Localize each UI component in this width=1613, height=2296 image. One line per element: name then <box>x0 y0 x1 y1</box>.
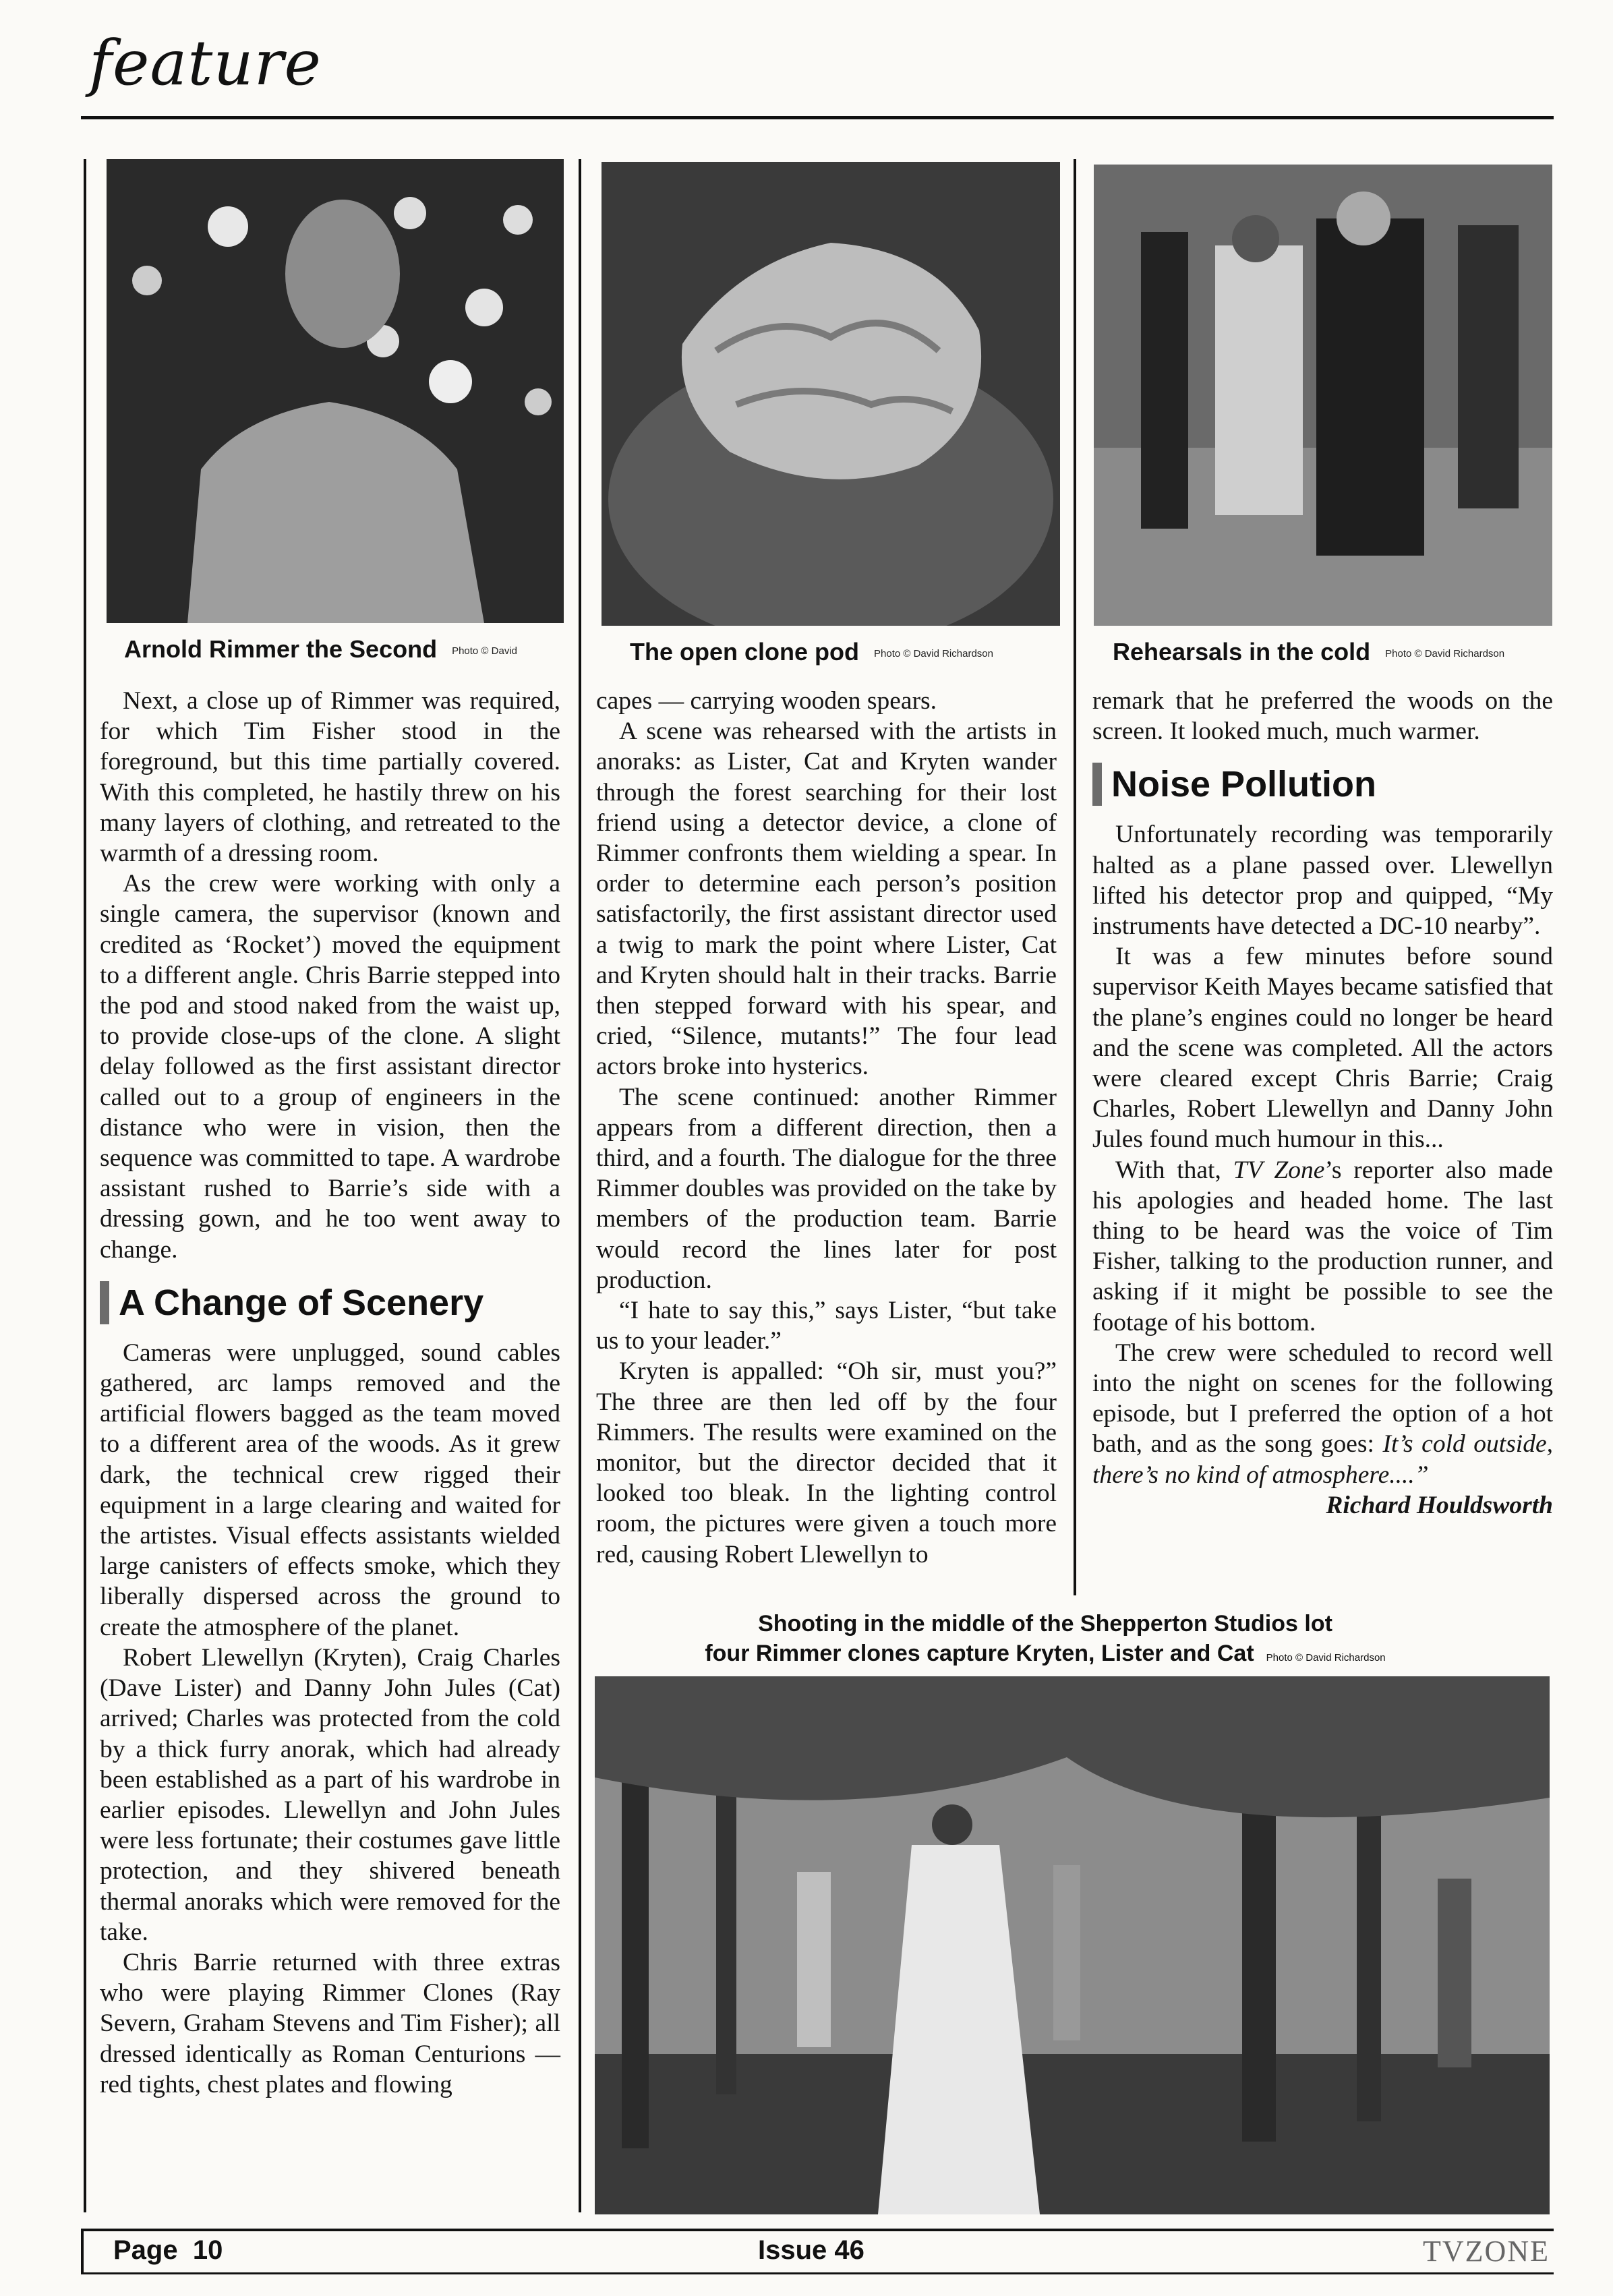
paragraph: A scene was rehearsed with the artists in anoraks: as Lister, Cat and Kryten wander through the forest searching for their lost friend using a detector device, a clone of Rimmer confronts them wielding a spear. In order to determine each person’s position satisfactorily, the first assistant director used a twig to mark the point where Lister, Cat and Kryten should halt in their tracks. Barrie then stepped forward with his spear, and cried, “Silence, mutants!” The four lead actors broke into hysterics. <box>596 717 1057 1081</box>
photo-caption-1: Arnold Rimmer the Second Photo © David <box>124 635 517 663</box>
bottom-photo-credit: Photo © David Richardson <box>1266 1652 1386 1664</box>
paragraph: The scene continued: another Rimmer appears from a different direction, then a third, and a fourth. The dialogue for the three Rimmer doubles was provided on the take by members of the production team. Barrie would record the lines later for post production. <box>596 1083 1057 1294</box>
paragraph: It was a few minutes before sound supervisor Keith Mayes became satisfied that the plane’s engines could no longer be heard and the scene was completed. All the actors were cleared except Chris Barrie; Craig Charles, Robert Llewellyn and Danny John Jules found much humour in this... <box>1092 943 1553 1154</box>
paragraph: Next, a close up of Rimmer was required, for which Tim Fisher stood in the foreground, but this time partially covered. With this completed, he hastily threw on his many layers of clothing, and retreated to the warmth of a dressing room. <box>100 687 560 868</box>
magazine-name: TV Zone <box>1233 1156 1325 1184</box>
paragraph: Cameras were unplugged, sound cables gathered, arc lamps removed and the artificial flowers bagged as the team moved to a different area of the woods. As it grew dark, the technical crew rigged their equipment in a large clearing and waited for the artistes. Visual effects assistants wielded large canisters of effects smoke, which they liberally dispersed across the ground to create the atmosphere of the planet. <box>100 1338 560 1641</box>
paragraph: The crew were scheduled to record well into the night on scenes for the following episode, but I preferred the option of a hot bath, and as the song goes: It’s cold outside, there’s no kind of atmosphere....” <box>1092 1338 1553 1489</box>
photo-caption-3: Rehearsals in the cold Photo © David Richardson <box>1113 638 1505 666</box>
page-number: Page 10 <box>113 2235 223 2265</box>
paragraph: capes — carrying wooden spears. <box>596 687 937 715</box>
column-rule-1 <box>579 159 581 2212</box>
column-rule-2 <box>1074 159 1076 1595</box>
paragraph: With that, TV Zone’s reporter also made his apologies and headed home. The last thing to be heard was the voice of Tim Fisher, talking to the production runner, and asking if it might be possible to see the footage of his bottom. <box>1092 1156 1553 1336</box>
footer-rule <box>81 2229 1554 2231</box>
issue-number: Issue 46 <box>758 2235 864 2265</box>
photo-shepperton-lot <box>595 1676 1550 2214</box>
photo-credit-1: Photo © David <box>452 645 517 657</box>
paragraph: Robert Llewellyn (Kryten), Craig Charles (Dave Lister) and Danny John Jules (Cat) arrived; Charles was protected from the cold by a thick furry anorak, which had already been established as a part of his wardrobe in earlier episodes. Llewellyn and John Jules were less fortunate; their costumes gave little protection, and they shivered beneath thermal anoraks which were removed for the take. <box>100 1643 560 1946</box>
paragraph: Kryten is appalled: “Oh sir, must you?” The three are then led off by the four Rimmers. The results were examined on the monitor, but the director decided that it looked too bleak. In the lighting control room, the pictures were given a touch more red, causing Robert Llewellyn to <box>596 1357 1057 1568</box>
bottom-photo-caption: Shooting in the middle of the Shepperton Studios lot four Rimmer clones capture Kryten, Lister and Cat Photo © David Richardson <box>705 1611 1386 1666</box>
paragraph: As the crew were working with only a single camera, the supervisor (known and credited as ‘Rocket’) moved the equipment to a different angle. Chris Barrie stepped into the pod and stood naked from the waist up, to provide close-ups of the clone. A slight delay followed as the first assistant director called out to a group of engineers in the distance who were in vision, then the sequence was committed to tape. A wardrobe assistant rushed to Barrie’s side with a dressing gown, and he too went away to change. <box>100 870 560 1264</box>
byline: Richard Houldsworth <box>1326 1491 1553 1519</box>
photo-rehearsals <box>1094 165 1552 626</box>
photo-clone-pod <box>602 162 1060 626</box>
article-column-3 <box>1092 686 1553 1521</box>
photo-caption-2: The open clone pod Photo © David Richardson <box>630 638 993 666</box>
article-column-1 <box>100 686 560 2100</box>
tv-zone-logo: TVZONE <box>1423 2235 1550 2268</box>
footer-bottom-rule <box>81 2272 1554 2274</box>
column-rule-left <box>84 159 86 2212</box>
header-rule <box>81 116 1554 119</box>
section-label: feature <box>89 27 322 99</box>
paragraph: Chris Barrie returned with three extras who were playing Rimmer Clones (Ray Severn, Graham Stevens and Tim Fisher); all dressed identically as Roman Centurions — red tights, chest plates and flowing <box>100 1948 560 2098</box>
subheading-noise-pollution: Noise Pollution <box>1092 763 1553 806</box>
paragraph: Unfortunately recording was temporarily halted as a plane passed over. Llewellyn lifted his detector prop and quipped, “My instruments have detected a DC-10 nearby”. <box>1092 821 1553 941</box>
article-column-2 <box>596 686 1057 1570</box>
paragraph: “I hate to say this,” says Lister, “but take us to your leader.” <box>596 1297 1057 1355</box>
photo-rimmer <box>107 159 564 623</box>
subheading-change-of-scenery: A Change of Scenery <box>100 1281 560 1324</box>
song-quote: It’s cold outside, there’s no kind of atmosphere....” <box>1092 1430 1553 1489</box>
footer-left-bar <box>81 2229 84 2274</box>
paragraph: remark that he preferred the woods on the screen. It looked much, much warmer. <box>1092 687 1553 746</box>
photo-credit-2: Photo © David Richardson <box>874 647 993 659</box>
photo-credit-3: Photo © David Richardson <box>1385 647 1505 659</box>
